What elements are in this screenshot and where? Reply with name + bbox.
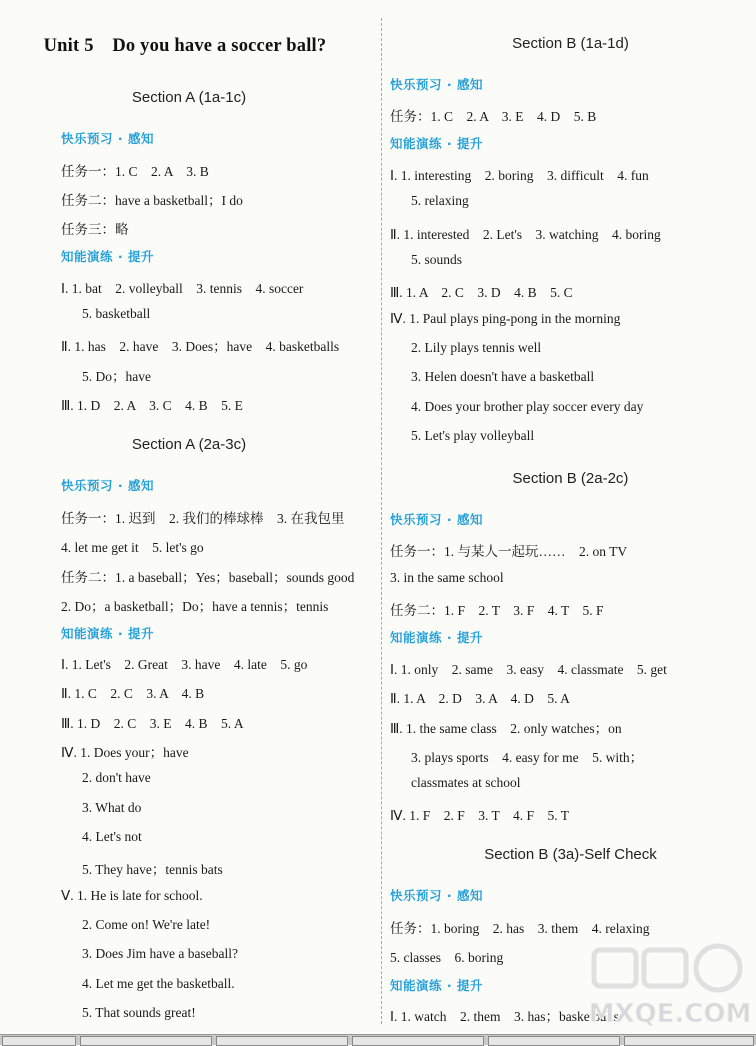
answer-line: 5. That sounds great!	[82, 1005, 196, 1020]
category-practice: 知能演练 · 提升	[390, 630, 483, 645]
section-heading-b1: Section B (1a-1d)	[512, 35, 629, 52]
answer-line: 4. Let's not	[82, 829, 142, 844]
taskbar-item[interactable]	[488, 1036, 620, 1046]
answer-line: Ⅳ. 1. F 2. F 3. T 4. F 5. T	[390, 808, 569, 823]
category-preview: 快乐预习 · 感知	[61, 131, 154, 146]
answer-line: Ⅲ. 1. A 2. C 3. D 4. B 5. C	[390, 285, 573, 300]
svg-text:MXQE.COM: MXQE.COM	[590, 999, 750, 1029]
answer-line: 任务一：1. 与某人一起玩…… 2. on TV	[390, 544, 628, 559]
answer-line: 4. Let me get the basketball.	[82, 976, 235, 991]
answer-line: 2. Come on! We're late!	[82, 917, 211, 932]
category-practice: 知能演练 · 提升	[61, 626, 154, 641]
answer-line: Ⅰ. 1. Let's 2. Great 3. have 4. late 5. go	[61, 657, 308, 672]
answer-line: Ⅳ. 1. Does your；have	[61, 745, 189, 760]
answer-line: 3. Helen doesn't have a basketball	[411, 369, 595, 384]
section-heading-a2: Section A (2a-3c)	[131, 436, 247, 453]
answer-line: classmates at school	[411, 775, 521, 790]
answer-line: 4. let me get it 5. let's go	[61, 540, 204, 555]
taskbar-item[interactable]	[624, 1036, 754, 1046]
category-practice: 知能演练 · 提升	[390, 978, 483, 993]
answer-line: Ⅰ. 1. only 2. same 3. easy 4. classmate 5. get	[390, 662, 667, 677]
section-heading-a1: Section A (1a-1c)	[131, 89, 247, 106]
answer-line: 5. basketball	[82, 306, 151, 321]
answer-line: 4. Does your brother play soccer every day	[411, 399, 644, 414]
answer-line: 2. Lily plays tennis well	[411, 340, 542, 355]
answer-line: 5. sounds	[411, 252, 463, 267]
watermark-logo	[590, 940, 750, 1035]
section-heading-b3: Section B (3a)-Self Check	[484, 846, 657, 863]
answer-line: 任务一：1. 迟到 2. 我们的棒球棒 3. 在我包里	[61, 511, 345, 526]
answer-line: 3. in the same school	[390, 570, 504, 585]
category-preview: 快乐预习 · 感知	[390, 77, 483, 92]
taskbar-item[interactable]	[80, 1036, 212, 1046]
section-heading-b2: Section B (2a-2c)	[512, 470, 629, 487]
answer-line: Ⅱ. 1. interested 2. Let's 3. watching 4. boring	[390, 227, 661, 242]
answer-line: Ⅲ. 1. D 2. A 3. C 4. B 5. E	[61, 398, 243, 413]
category-practice: 知能演练 · 提升	[390, 136, 483, 151]
answer-line: 2. don't have	[82, 770, 151, 785]
answer-line: 5. relaxing	[411, 193, 469, 208]
answer-line: Ⅰ. 1. bat 2. volleyball 3. tennis 4. soccer	[61, 281, 304, 296]
category-practice: 知能演练 · 提升	[61, 249, 154, 264]
answer-line: 任务：1. boring 2. has 3. them 4. relaxing	[390, 921, 650, 936]
answer-line: Ⅱ. 1. has 2. have 3. Does；have 4. basketballs	[61, 339, 340, 354]
column-divider	[381, 18, 382, 1024]
taskbar-item[interactable]	[216, 1036, 348, 1046]
answer-line: Ⅳ. 1. Paul plays ping-pong in the morning	[390, 311, 621, 326]
answer-line: Ⅰ. 1. watch 2. them 3. has；basketballs	[390, 1009, 619, 1024]
answer-line: 3. Does Jim have a baseball?	[82, 946, 238, 961]
category-preview: 快乐预习 · 感知	[390, 888, 483, 903]
answer-line: 任务：1. C 2. A 3. E 4. D 5. B	[390, 109, 597, 124]
answer-line: 任务三：略	[61, 222, 129, 237]
category-preview: 快乐预习 · 感知	[61, 478, 154, 493]
answer-line: 任务二：have a basketball；I do	[61, 193, 243, 208]
answer-line: 3. What do	[82, 800, 142, 815]
category-preview: 快乐预习 · 感知	[390, 512, 483, 527]
answer-line: 5. classes 6. boring	[390, 950, 504, 965]
answer-line: 任务二：1. a baseball；Yes；baseball；sounds good	[61, 570, 355, 585]
answer-line: 3. plays sports 4. easy for me 5. with；	[411, 750, 644, 765]
answer-line: 任务一：1. C 2. A 3. B	[61, 164, 209, 179]
answer-line: 5. They have；tennis bats	[82, 862, 223, 877]
answer-line: 5. Do；have	[82, 369, 151, 384]
answer-line: 2. Do；a basketball；Do；have a tennis；tennis	[61, 599, 329, 614]
answer-line: Ⅲ. 1. the same class 2. only watches；on	[390, 721, 622, 736]
answer-line: Ⅱ. 1. C 2. C 3. A 4. B	[61, 686, 205, 701]
answer-line: Ⅲ. 1. D 2. C 3. E 4. B 5. A	[61, 716, 244, 731]
answer-line: 任务二：1. F 2. T 3. F 4. T 5. F	[390, 603, 604, 618]
answer-line: 5. Let's play volleyball	[411, 428, 535, 443]
page-title: Unit 5 Do you have a soccer ball?	[43, 36, 327, 56]
taskbar-item[interactable]	[2, 1036, 76, 1046]
answer-line: Ⅰ. 1. interesting 2. boring 3. difficult 4. fun	[390, 168, 649, 183]
answer-line: Ⅴ. 1. He is late for school.	[61, 888, 203, 903]
answer-line: Ⅱ. 1. A 2. D 3. A 4. D 5. A	[390, 691, 570, 706]
taskbar-item[interactable]	[352, 1036, 484, 1046]
